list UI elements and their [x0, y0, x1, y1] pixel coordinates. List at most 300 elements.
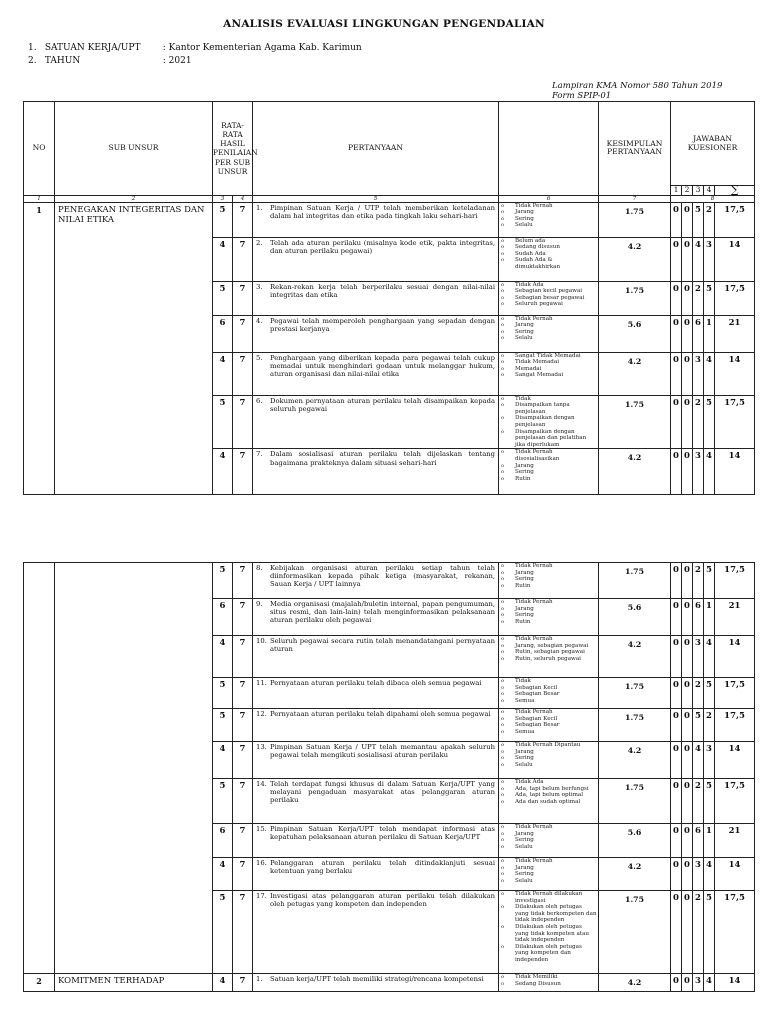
bullet-icon: o: [501, 250, 505, 257]
bullet-icon: o: [501, 761, 505, 768]
answer-count-3: 3: [693, 974, 704, 992]
score-b: 7: [233, 636, 253, 678]
kesimpulan-value: 5.6: [599, 599, 671, 636]
bullet-icon: o: [501, 365, 505, 372]
index-cell: 6: [499, 195, 599, 202]
bullet-icon: o: [501, 475, 505, 482]
answer-count-3: 2: [693, 395, 704, 449]
answer-count-2: 0: [682, 678, 693, 709]
option-label: Sebagian Besar: [515, 722, 560, 729]
answer-option: [501, 476, 597, 483]
question-text: Pegawai telah memperoleh penghargaan yang sepadan dengan prestasi kerjanya: [270, 316, 496, 333]
header-answer-4: 4: [704, 186, 715, 196]
question-text: Pelanggaran aturan perilaku telah ditindaklanjuti sesuai ketentuan yang berlaku: [270, 859, 496, 876]
answer-option: [501, 716, 597, 723]
option-label: Rutin: [515, 582, 531, 589]
answer-count-3: 6: [693, 824, 704, 858]
score-b: 7: [233, 449, 253, 495]
answer-count-1: 0: [671, 237, 682, 281]
kesimpulan-value: 4.2: [599, 237, 671, 281]
answer-count-3: 2: [693, 563, 704, 599]
kesimpulan-value: 1.75: [599, 395, 671, 449]
answer-count-4: 5: [704, 678, 715, 709]
answer-option: [501, 824, 597, 831]
answer-count-1: 0: [671, 824, 682, 858]
kesimpulan-value: 1.75: [599, 709, 671, 742]
answer-option: [501, 698, 597, 705]
answer-sum: 14: [715, 237, 755, 281]
answer-option: [501, 678, 597, 685]
kesimpulan-value: 1.75: [599, 563, 671, 599]
bullet-icon: o: [501, 843, 505, 850]
score-b: 7: [233, 824, 253, 858]
answer-option: [501, 316, 597, 323]
lampiran-reference: Lampiran KMA Nomor 580 Tahun 2019: [552, 81, 723, 91]
option-label: Tidak Pernah: [515, 202, 553, 209]
question-number: 6.: [256, 396, 263, 405]
kesimpulan-value: 4.2: [599, 636, 671, 678]
bullet-icon: o: [501, 923, 505, 930]
bullet-icon: o: [501, 877, 505, 884]
bullet-icon: o: [501, 301, 505, 308]
bullet-icon: o: [501, 891, 505, 897]
option-label: Sering: [515, 755, 534, 762]
index-cell: 7: [599, 195, 671, 202]
question-cell: [253, 315, 499, 352]
answer-options: [499, 709, 599, 742]
option-label: Jarang: [515, 864, 534, 871]
question-row: [24, 563, 755, 599]
question-number: 1.: [256, 203, 263, 212]
answer-count-1: 0: [671, 281, 682, 315]
question-cell: [253, 636, 499, 678]
kesimpulan-value: 1.75: [599, 281, 671, 315]
score-b: 7: [233, 395, 253, 449]
answer-count-3: 4: [693, 742, 704, 779]
answer-count-3: 3: [693, 858, 704, 891]
question-number: 8.: [256, 564, 263, 572]
score-b: 7: [233, 742, 253, 779]
answer-option: [501, 203, 597, 210]
answer-option: [501, 799, 597, 806]
answer-options: [499, 352, 599, 395]
answer-count-2: 0: [682, 315, 693, 352]
bullet-icon: o: [501, 792, 505, 799]
answer-count-2: 0: [682, 779, 693, 824]
answer-option: [501, 709, 597, 716]
kesimpulan-value: 4.2: [599, 974, 671, 992]
header-jawaban-kuesioner: JAWABAN KUESIONER: [671, 102, 755, 186]
answer-sum: 14: [715, 858, 755, 891]
question-text: Telah terdapat fungsi khusus di dalam Satuan Kerja/UPT yang melayani pengaduan masyarakat atas pelanggaran aturan perilaku: [270, 780, 496, 805]
answer-option: [501, 636, 597, 643]
answer-option: [501, 257, 597, 270]
answer-option: [501, 619, 597, 626]
bullet-icon: o: [501, 563, 505, 569]
bullet-icon: o: [501, 359, 505, 366]
score-b: 7: [233, 352, 253, 395]
option-label: Jarang: [515, 569, 534, 576]
answer-count-4: 5: [704, 395, 715, 449]
option-label: Ada, tapi belum optimal: [515, 792, 584, 799]
answer-count-4: 4: [704, 636, 715, 678]
answer-sum: 21: [715, 824, 755, 858]
answer-count-3: 5: [693, 709, 704, 742]
bullet-icon: o: [501, 582, 505, 589]
score-a: 5: [213, 678, 233, 709]
score-a: 5: [213, 395, 233, 449]
option-label: Sebagian Besar: [515, 691, 560, 698]
score-b: 7: [233, 709, 253, 742]
option-label: Memadai: [515, 365, 542, 372]
answer-options: [499, 449, 599, 495]
index-cell: 8: [671, 195, 755, 202]
bullet-icon: o: [501, 469, 505, 476]
kesimpulan-value: 1.75: [599, 779, 671, 824]
info-tahun: [28, 56, 192, 66]
question-cell: [253, 599, 499, 636]
answer-count-1: 0: [671, 974, 682, 992]
answer-count-3: 4: [693, 237, 704, 281]
answer-count-4: 5: [704, 891, 715, 974]
score-a: 4: [213, 858, 233, 891]
question-number: 5.: [256, 353, 263, 362]
option-label: Sangat Tidak Memadai: [515, 352, 581, 359]
option-label: Sebagian Kecil: [515, 684, 558, 691]
option-label: Sudah Ada & dimuktakhirkan: [515, 257, 561, 270]
option-label: Rutin: [515, 475, 531, 482]
answer-option: [501, 415, 597, 428]
bullet-icon: o: [501, 715, 505, 722]
bullet-icon: o: [501, 837, 505, 844]
option-label: Jarang: [515, 605, 534, 612]
score-a: 4: [213, 636, 233, 678]
answer-count-1: 0: [671, 563, 682, 599]
bullet-icon: o: [501, 684, 505, 691]
bullet-icon: o: [501, 858, 505, 864]
score-a: 4: [213, 742, 233, 779]
info-label: TAHUN: [44, 56, 81, 66]
answer-option: [501, 837, 597, 844]
index-cell: 1: [24, 195, 55, 202]
kesimpulan-value: 1.75: [599, 202, 671, 237]
answer-option: [501, 944, 597, 964]
index-cell: 4: [233, 195, 253, 202]
answer-count-2: 0: [682, 563, 693, 599]
answer-sum: 21: [715, 599, 755, 636]
score-a: 5: [213, 891, 233, 974]
question-number: 3.: [256, 282, 263, 291]
score-a: 5: [213, 281, 233, 315]
bullet-icon: o: [501, 642, 505, 649]
bullet-icon: o: [501, 352, 505, 359]
answer-option: [501, 282, 597, 289]
question-text: Pernyataan aturan perilaku telah dibaca oleh semua pegawai: [270, 679, 482, 687]
question-cell: [253, 779, 499, 824]
answer-option: [501, 359, 597, 366]
option-label: Selalu: [515, 761, 533, 768]
score-b: 7: [233, 315, 253, 352]
answer-sum: 14: [715, 974, 755, 992]
answer-count-4: 1: [704, 824, 715, 858]
bullet-icon: o: [501, 871, 505, 878]
bullet-icon: o: [501, 798, 505, 805]
answer-sum: 17,5: [715, 395, 755, 449]
answer-count-1: 0: [671, 636, 682, 678]
kesimpulan-value: 4.2: [599, 352, 671, 395]
question-cell: [253, 709, 499, 742]
answer-option: [501, 656, 597, 663]
question-text: Seluruh pegawai secara rutin telah menandatangani pernyataan aturan: [270, 637, 496, 654]
option-label: Sering: [515, 215, 534, 222]
answer-option: [501, 729, 597, 736]
answer-option: [501, 878, 597, 885]
option-label: Tidak Ada: [515, 779, 544, 785]
bullet-icon: o: [501, 618, 505, 625]
question-number: 10.: [256, 637, 267, 645]
option-label: Tidak Pernah: [515, 709, 553, 715]
question-text: Penghargaan yang diberikan kepada para pegawai telah cukup memadai untuk menghindari godaan untuk melanggar hukum, aturan organisasi dan nilai-nilai etika: [270, 353, 496, 378]
bullet-icon: o: [501, 709, 505, 715]
option-label: Semua: [515, 728, 535, 735]
bullet-icon: o: [501, 402, 505, 409]
answer-options: [499, 678, 599, 709]
question-cell: [253, 395, 499, 449]
question-text: Rekan-rekan kerja telah berperilaku sesuai dengan nilai-nilai integritas dan etika: [270, 282, 496, 299]
option-label: Tidak: [515, 678, 531, 684]
score-a: 5: [213, 202, 233, 237]
option-label: Tidak Pernah: [515, 824, 553, 830]
option-label: Rutin, seluruh pegawai: [515, 655, 581, 662]
info-value: : 2021: [162, 56, 192, 66]
section-number-continued: [24, 563, 55, 974]
option-label: Sudah Ada: [515, 250, 546, 257]
bullet-icon: o: [501, 569, 505, 576]
bullet-icon: o: [501, 974, 505, 980]
answer-count-2: 0: [682, 858, 693, 891]
column-index-row: [24, 195, 755, 202]
score-b: 7: [233, 202, 253, 237]
bullet-icon: o: [501, 830, 505, 837]
answer-options: [499, 824, 599, 858]
question-number: 15.: [256, 825, 267, 833]
answer-options: [499, 599, 599, 636]
bullet-icon: o: [501, 328, 505, 335]
kesimpulan-value: 1.75: [599, 678, 671, 709]
bullet-icon: o: [501, 980, 505, 987]
option-label: Jarang: [515, 209, 534, 216]
answer-option: [501, 372, 597, 379]
answer-option: [501, 322, 597, 329]
option-label: Sangat Memadai: [515, 372, 564, 379]
answer-option: [501, 786, 597, 793]
score-b: 7: [233, 678, 253, 709]
option-label: Selalu: [515, 335, 533, 342]
answer-option: [501, 865, 597, 872]
answer-sum: 17,5: [715, 281, 755, 315]
option-label: Tidak Memiliki: [515, 974, 558, 980]
section-number: 2: [24, 974, 55, 992]
option-label: Sebagian kecil pegawai: [515, 288, 583, 295]
answer-count-3: 3: [693, 352, 704, 395]
answer-option: [501, 209, 597, 216]
option-label: Selalu: [515, 843, 533, 850]
answer-count-1: 0: [671, 779, 682, 824]
option-label: Ada dan sudah optimal: [515, 798, 581, 805]
score-b: 7: [233, 974, 253, 992]
bullet-icon: o: [501, 748, 505, 755]
bullet-icon: o: [501, 322, 505, 329]
answer-count-2: 0: [682, 237, 693, 281]
bullet-icon: o: [501, 722, 505, 729]
bullet-icon: o: [501, 612, 505, 619]
answer-options: [499, 974, 599, 992]
option-label: Ada, tapi belum berfungsi: [515, 785, 589, 792]
index-cell: 3: [213, 195, 233, 202]
question-text: Media organisasi (majalah/buletin internal, papan pengumuman, situs resmi, dan lain-lain) telah menginformasikan pelaksanaan aturan perilaku oleh pegawai: [270, 600, 496, 625]
option-label: Sedang disusun: [515, 244, 560, 251]
answer-option: [501, 831, 597, 838]
question-cell: [253, 974, 499, 992]
answer-option: [501, 244, 597, 251]
bullet-icon: o: [501, 599, 505, 605]
score-a: 5: [213, 563, 233, 599]
answer-count-4: 2: [704, 709, 715, 742]
answer-sum: 14: [715, 636, 755, 678]
bullet-icon: o: [501, 742, 505, 748]
bullet-icon: o: [501, 678, 505, 684]
answer-count-1: 0: [671, 599, 682, 636]
header-sub-unsur: SUB UNSUR: [55, 102, 213, 196]
option-label: Tidak Pernah: [515, 563, 553, 569]
bullet-icon: o: [501, 755, 505, 762]
bullet-icon: o: [501, 215, 505, 222]
question-cell: [253, 891, 499, 974]
bullet-icon: o: [501, 281, 505, 288]
bullet-icon: o: [501, 655, 505, 662]
question-cell: [253, 742, 499, 779]
question-cell: [253, 563, 499, 599]
header-kesimpulan: KESIMPULAN PERTANYAAN: [599, 102, 671, 196]
score-a: 4: [213, 352, 233, 395]
evaluation-table-page-2: [23, 562, 755, 992]
answer-option: [501, 904, 597, 924]
info-value: : Kantor Kementerian Agama Kab. Karimun: [162, 43, 362, 53]
answer-count-3: 6: [693, 599, 704, 636]
option-label: Sering: [515, 871, 534, 878]
question-number: 1.: [256, 975, 263, 983]
answer-options: [499, 742, 599, 779]
score-a: 4: [213, 449, 233, 495]
answer-count-2: 0: [682, 395, 693, 449]
option-label: Jarang: [515, 462, 534, 469]
answer-count-3: 2: [693, 281, 704, 315]
option-label: Semua: [515, 697, 535, 704]
answer-sum: 14: [715, 742, 755, 779]
question-text: Investigasi atas pelanggaran aturan perilaku telah dilakukan oleh petugas yang kompeten dan independen: [270, 892, 496, 909]
answer-sum: 14: [715, 449, 755, 495]
bullet-icon: o: [501, 605, 505, 612]
answer-option: [501, 762, 597, 769]
question-number: 4.: [256, 316, 263, 325]
info-number: 2.: [28, 56, 37, 66]
option-label: Tidak Pernah Dipantau: [515, 742, 581, 748]
answer-options: [499, 858, 599, 891]
kesimpulan-value: 4.2: [599, 449, 671, 495]
answer-count-3: 2: [693, 779, 704, 824]
question-row: [24, 974, 755, 992]
header-pertanyaan: PERTANYAAN: [253, 102, 499, 196]
answer-options: [499, 636, 599, 678]
answer-count-2: 0: [682, 449, 693, 495]
answer-option: [501, 599, 597, 606]
option-label: Tidak Pernah: [515, 636, 553, 642]
answer-option: [501, 222, 597, 229]
answer-sum: 17,5: [715, 202, 755, 237]
answer-option: [501, 463, 597, 470]
score-a: 4: [213, 237, 233, 281]
option-label: Sering: [515, 469, 534, 476]
question-text: Satuan kerja/UPT telah memiliki strategi/rencana kompetensi: [270, 975, 484, 983]
option-label: Dilakukan oleh petugas yang tidak kompeten atau tidak independen: [515, 923, 590, 944]
bullet-icon: o: [501, 294, 505, 301]
header-no: NO: [24, 102, 55, 196]
question-cell: [253, 352, 499, 395]
question-number: 9.: [256, 600, 263, 608]
page-title: ANALISIS EVALUASI LINGKUNGAN PENGENDALIAN: [223, 18, 545, 30]
question-number: 2.: [256, 238, 263, 247]
section-sub-unsur-continued: [55, 563, 213, 974]
answer-option: [501, 792, 597, 799]
answer-option: [501, 335, 597, 342]
option-label: Sering: [515, 328, 534, 335]
option-label: Selalu: [515, 877, 533, 884]
question-cell: [253, 824, 499, 858]
score-a: 6: [213, 824, 233, 858]
answer-sum: 14: [715, 352, 755, 395]
score-b: 7: [233, 891, 253, 974]
question-number: 12.: [256, 710, 267, 718]
score-b: 7: [233, 779, 253, 824]
answer-count-4: 4: [704, 352, 715, 395]
answer-option: [501, 871, 597, 878]
answer-options: [499, 237, 599, 281]
answer-count-3: 3: [693, 449, 704, 495]
option-label: Disampaikan tanpa penjelasan: [515, 402, 570, 415]
bullet-icon: o: [501, 649, 505, 656]
answer-count-2: 0: [682, 202, 693, 237]
answer-option: [501, 844, 597, 851]
option-label: Tidak: [515, 395, 531, 402]
answer-option: [501, 353, 597, 360]
score-a: 6: [213, 599, 233, 636]
option-label: Tidak Pernah disosialisasikan: [515, 449, 560, 462]
answer-option: [501, 974, 597, 981]
option-label: Dilakukan oleh petugas yang tidak berkompeten dan tidak independen: [515, 904, 597, 924]
header-answer-3: 3: [693, 186, 704, 196]
question-text: Kebijakan organisasi aturan perilaku setiap tahun telah diinformasikan kepada pihak ketiga (masyarakat, rekanan, Sauan Kerja / UPT lainnya: [270, 564, 496, 589]
header-sum: ∑: [715, 186, 755, 196]
bullet-icon: o: [501, 728, 505, 735]
answer-count-4: 1: [704, 599, 715, 636]
answer-count-2: 0: [682, 709, 693, 742]
info-label: SATUAN KERJA/UPT: [44, 43, 141, 53]
answer-count-1: 0: [671, 709, 682, 742]
option-label: Sebagian Kecil: [515, 715, 558, 722]
answer-count-2: 0: [682, 352, 693, 395]
answer-count-4: 2: [704, 202, 715, 237]
answer-option: [501, 449, 597, 462]
